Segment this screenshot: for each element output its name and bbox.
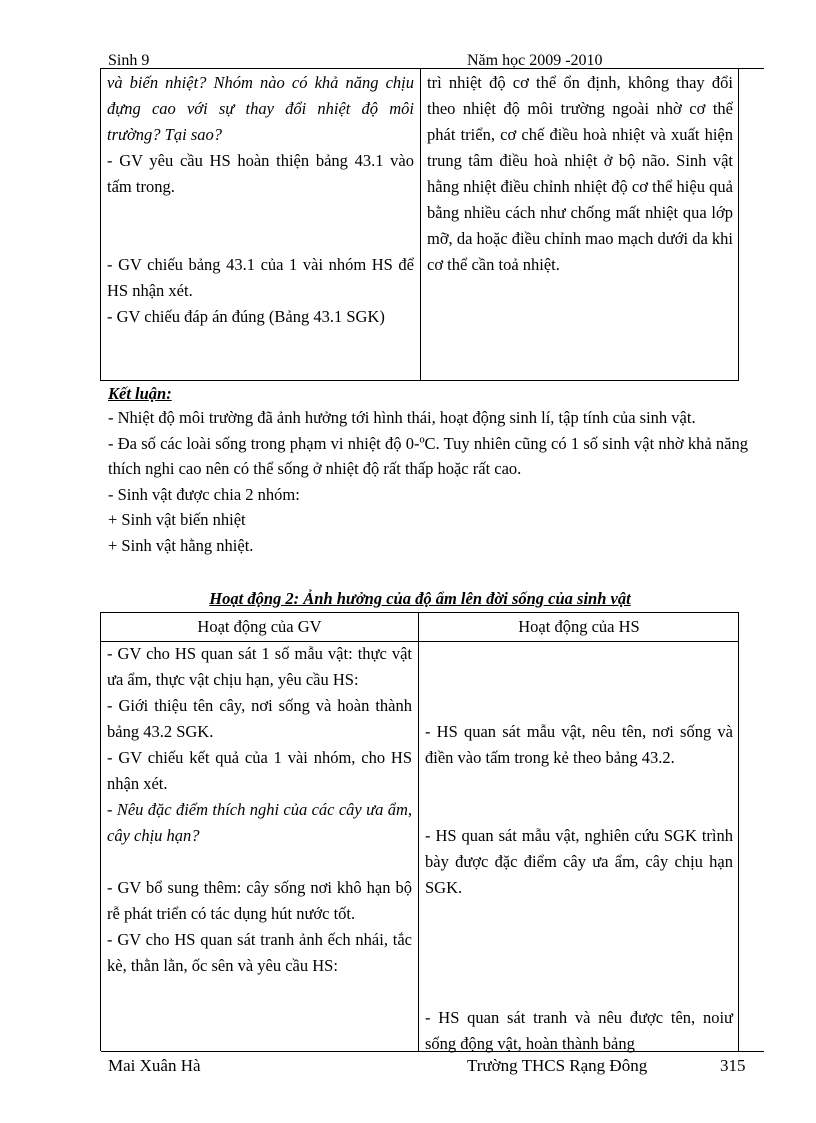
- hs-step-text: - HS quan sát mẫu vật, nghiên cứu SGK trình bày được đặc điểm cây ưa ẩm, cây chịu hạn SGK.: [425, 826, 733, 897]
- gv-instruction-text: - GV yêu cầu HS hoàn thiện bảng 43.1 vào tấm trong.: [107, 151, 414, 196]
- activity2-label: Hoạt động 2: [209, 589, 294, 608]
- gv-step-text: - GV chiếu kết quả của 1 vài nhóm, cho HS nhận xét.: [107, 748, 412, 793]
- gv-step-text: - Giới thiệu tên cây, nơi sống và hoàn thành bảng 43.2 SGK.: [107, 696, 412, 741]
- cell-spacer: [107, 200, 414, 252]
- header-school-year: Năm học 2009 -2010: [467, 52, 603, 69]
- hs-answer-text: trì nhiệt độ cơ thể ổn định, không thay đổi theo nhiệt độ môi trường ngoài nhờ cơ thể phát triển, cơ chế điều hoà nhiệt và xuất hiện trung tâm điều hoà nhiệt ở bộ não. Sinh vật hằng nhiệt điều chỉnh nhiệt độ cơ thể hiệu quả bằng nhiều cách như chống mất nhiệt qua lớp mỡ, da hoặc điều chỉnh mao mạch dưới da khi cơ thể cần toả nhiệt.: [427, 73, 733, 274]
- activity2-heading: : Ảnh hưởng của độ ẩm lên đời sống của sinh vật: [293, 589, 631, 608]
- activity2-table: [100, 612, 739, 1051]
- hs-step-text: - HS quan sát mẫu vật, nêu tên, nơi sống và điền vào tấm trong kẻ theo bảng 43.2.: [425, 722, 733, 767]
- gv-answer-text: - GV chiếu đáp án đúng (Bảng 43.1 SGK): [107, 307, 385, 326]
- gv-step-text: - GV cho HS quan sát 1 số mẫu vật: thực vật ưa ẩm, thực vật chịu hạn, yêu cầu HS:: [107, 644, 412, 689]
- hs-activity-cell: [419, 641, 739, 1051]
- conclusion-line: - Sinh vật được chia 2 nhóm:: [108, 484, 300, 504]
- footer-school: Trường THCS Rạng Đông: [467, 1056, 648, 1075]
- footer-rule: [101, 1051, 764, 1052]
- conclusion-title: Kết luận:: [108, 384, 172, 403]
- footer-author: Mai Xuân Hà: [108, 1056, 201, 1075]
- conclusion-line: + Sinh vật biến nhiệt: [108, 510, 246, 529]
- gv-question-text: - Nêu đặc điểm thích nghi của các cây ưa ẩm, cây chịu hạn?: [107, 800, 412, 845]
- header-subject: Sinh 9: [108, 52, 150, 69]
- conclusion-line: - Nhiệt độ môi trường đã ảnh hưởng tới hình thái, hoạt động sinh lí, tập tính của sinh vật.: [108, 408, 696, 427]
- gv-step-text: - GV bổ sung thêm: cây sống nơi khô hạn bộ rễ phát triển có tác dụng hút nước tốt.: [107, 878, 412, 923]
- gv-question-text: và biến nhiệt? Nhóm nào có khả năng chịu đựng cao với sự thay đổi nhiệt độ môi trường? Tại sao?: [107, 73, 414, 144]
- conclusion-line: - Đa số các loài sống trong phạm vi nhiệt độ 0-ºC. Tuy nhiên cũng có 1 số sinh vật nhờ khả năng thích nghi cao nên có thể sống ở nhiệt độ rất thấp hoặc rất cao.: [108, 433, 748, 478]
- hs-activity-cell: [421, 69, 739, 380]
- activity1-table: [100, 68, 739, 381]
- conclusion-section: [108, 383, 748, 558]
- gv-projection-text: - GV chiếu bảng 43.1 của 1 vài nhóm HS để HS nhận xét.: [107, 255, 414, 300]
- conclusion-line: + Sinh vật hằng nhiệt.: [108, 535, 254, 555]
- col-header-gv: Hoạt động của GV: [197, 617, 322, 636]
- gv-activity-cell: [101, 641, 418, 1051]
- activity2-title: [100, 588, 740, 610]
- hs-step-text: - HS quan sát tranh và nêu được tên, noiư sống động vật, hoàn thành bảng: [425, 1008, 733, 1053]
- gv-step-text: - GV cho HS quan sát tranh ảnh ếch nhái, tắc kè, thằn lằn, ốc sên và yêu cầu HS:: [107, 930, 412, 975]
- cell-spacer: [425, 771, 733, 823]
- cell-spacer: [107, 849, 412, 875]
- cell-spacer: [425, 641, 733, 719]
- col-header-hs: Hoạt động của HS: [518, 617, 640, 636]
- cell-spacer: [425, 901, 733, 1005]
- gv-activity-cell: [101, 69, 420, 380]
- page-number: 315: [720, 1056, 746, 1075]
